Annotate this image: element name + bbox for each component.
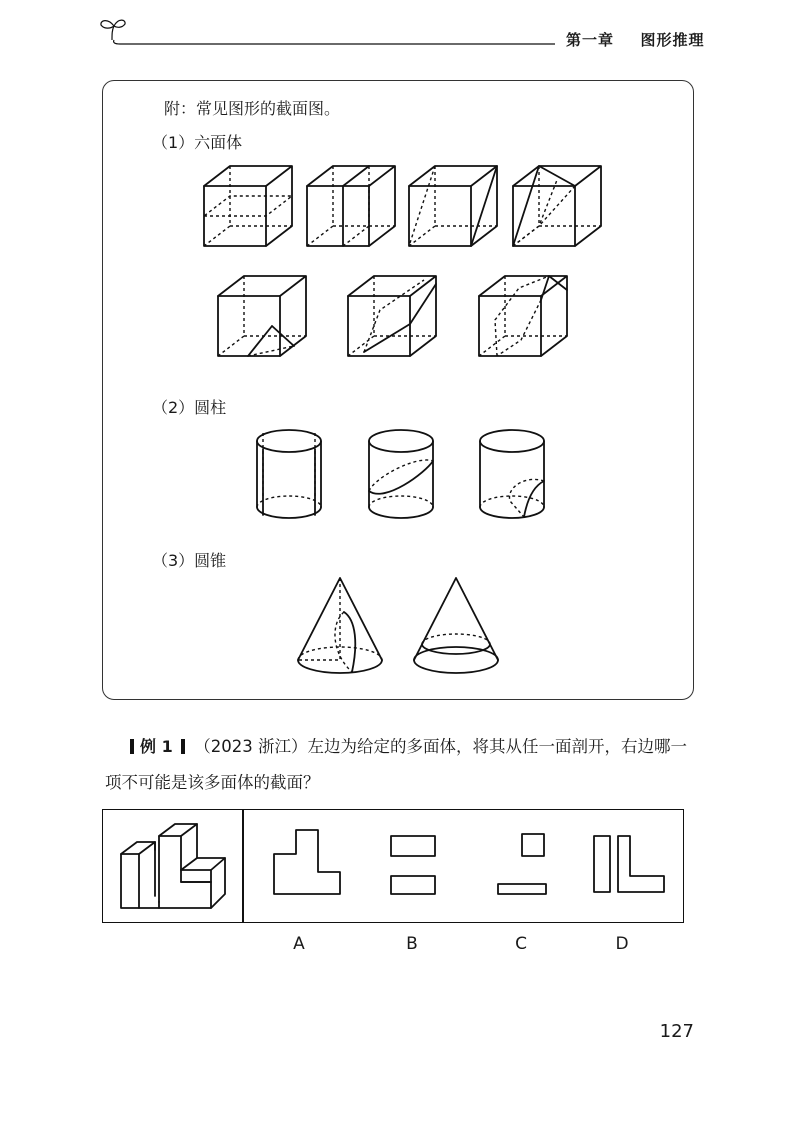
cylinder-section-ellipse <box>365 425 445 525</box>
option-c-shape <box>494 826 554 898</box>
option-a-shape <box>268 826 348 898</box>
section-label-cone: （3）圆锥 <box>152 551 227 570</box>
example-question-line1 <box>130 733 687 757</box>
polyhedron-figure <box>117 822 237 912</box>
option-c-label: C <box>515 934 527 954</box>
example-badge <box>130 737 194 756</box>
option-a-label: A <box>293 934 305 954</box>
cube-section-diagonal <box>405 160 505 250</box>
example-question-text1: （2023 浙江）左边为给定的多面体，将其从任一面剖开，右边哪一 <box>194 737 688 756</box>
section-label-cylinder: （2）圆柱 <box>152 398 227 417</box>
cone-section-curved <box>294 574 394 684</box>
cylinder-section-curved <box>476 425 556 525</box>
cylinder-section-rectangle <box>253 425 333 525</box>
appendix-title: 附：常见图形的截面图。 <box>164 99 341 118</box>
cube-section-pentagon <box>344 270 444 360</box>
chapter-heading <box>566 29 705 50</box>
option-b-label: B <box>406 934 418 954</box>
cube-section-hexagon <box>475 270 575 360</box>
example-badge-text: 例 1 <box>140 737 173 756</box>
chapter-title: 图形推理 <box>640 31 705 49</box>
header-rule <box>100 32 560 52</box>
question-figure-divider <box>242 809 244 923</box>
cube-section-horizontal <box>200 160 300 250</box>
option-b-shape <box>387 826 447 898</box>
example-question-line2: 项不可能是该多面体的截面？ <box>105 773 320 792</box>
cube-section-vertical <box>303 160 403 250</box>
option-d-shape <box>590 826 670 898</box>
section-label-hexahedron: （1）六面体 <box>152 133 243 152</box>
chapter-number: 第一章 <box>566 31 615 49</box>
page-number: 127 <box>659 1021 694 1042</box>
option-d-label: D <box>615 934 629 954</box>
cone-section-circle <box>410 574 510 684</box>
cube-section-corner <box>214 270 314 360</box>
cube-section-triangle <box>509 160 609 250</box>
